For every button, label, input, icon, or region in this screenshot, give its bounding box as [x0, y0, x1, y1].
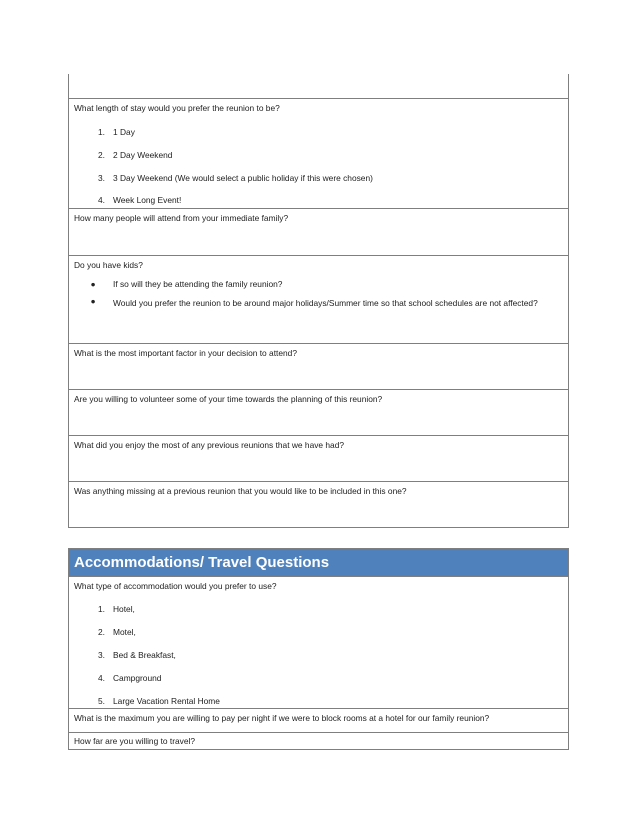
question-text: How many people will attend from your immediate family?: [74, 213, 289, 223]
question-text: What length of stay would you prefer the reunion to be?: [74, 103, 280, 113]
question-length-of-stay: What length of stay would you prefer the reunion to be? 1. 1 Day 2. 2 Day Weekend 3. 3 Day Weekend (We would select a public holiday if this were chosen) 4. Week Long Event!: [69, 99, 568, 209]
previous-answer-area[interactable]: [69, 74, 568, 99]
question-text: Are you willing to volunteer some of your time towards the planning of this reunion?: [74, 394, 383, 404]
question-enjoyed-most[interactable]: [69, 436, 568, 482]
question-text: What is the maximum you are willing to pay per night if we were to block rooms at a hotel for our family reunion?: [74, 713, 490, 723]
question-important-factor[interactable]: [69, 344, 568, 390]
survey-table-general: [68, 74, 569, 528]
question-text: Do you have kids?: [74, 260, 143, 270]
survey-table-accommodations: [68, 548, 569, 750]
question-accommodation-type: What type of accommodation would you prefer to use? 1. Hotel, 2. Motel, 3. Bed & Breakfast, 4. Campground 5. Large Vacation Rental Home: [69, 577, 568, 709]
question-kids: Do you have kids? ● If so will they be attending the family reunion? ● Would you prefer the reunion to be around major holidays/Summer time so that school schedules are not affected?: [69, 256, 568, 344]
section-title: Accommodations/ Travel Questions: [74, 554, 330, 571]
question-text: How far are you willing to travel?: [74, 736, 196, 746]
question-max-pay[interactable]: [69, 709, 568, 733]
question-text: What is the most important factor in your decision to attend?: [74, 348, 297, 358]
question-text: What type of accommodation would you prefer to use?: [74, 581, 277, 591]
bullet-icon: ●: [90, 296, 96, 306]
question-text: Was anything missing at a previous reunion that you would like to be included in this one?: [74, 486, 407, 496]
question-people-attending[interactable]: [69, 209, 568, 256]
bullet-icon: ●: [90, 279, 96, 289]
section-header: [69, 549, 568, 577]
question-text: What did you enjoy the most of any previous reunions that we have had?: [74, 440, 345, 450]
question-missing[interactable]: [69, 482, 568, 528]
question-volunteer[interactable]: [69, 390, 568, 436]
question-travel-distance[interactable]: [69, 733, 568, 750]
